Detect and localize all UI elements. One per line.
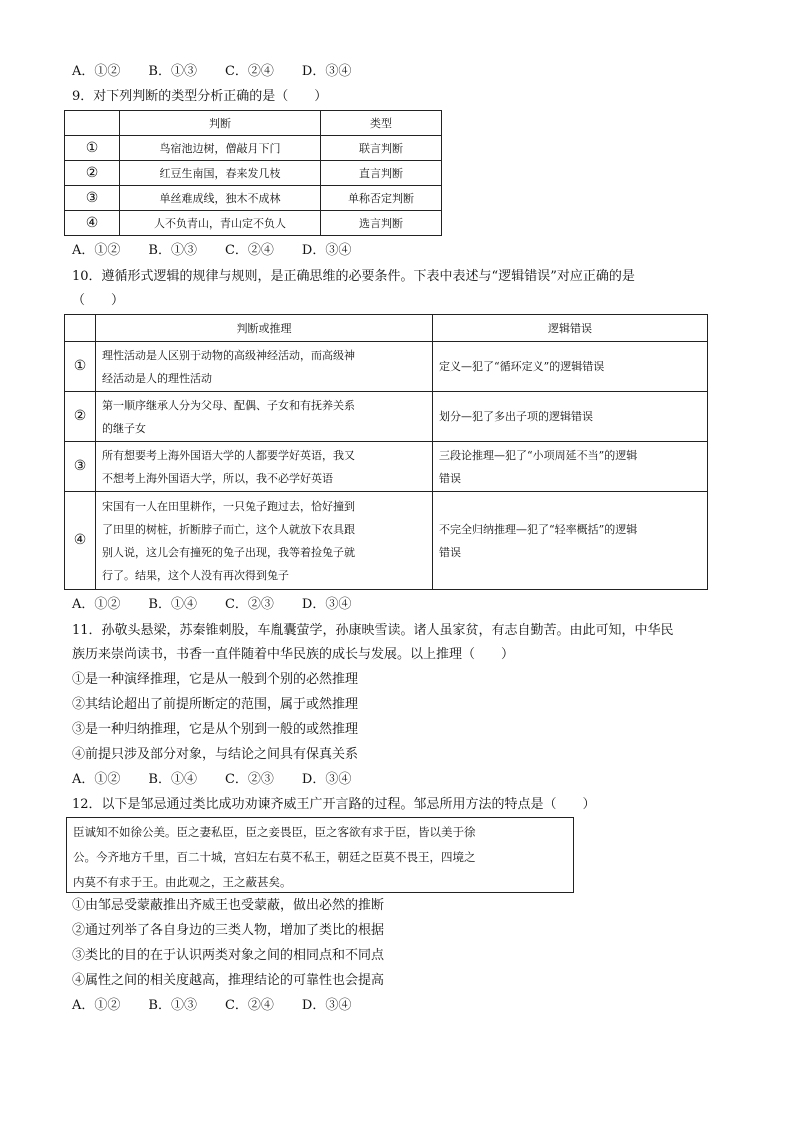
q9-option-c: C．②④ [224, 243, 274, 258]
q10-options [72, 596, 379, 614]
q9-table [64, 110, 442, 236]
q10-header-reasoning: 判断或推理 [96, 315, 433, 342]
q12-choice-4: ④属性之间的相关度越高，推理结论的可靠性也会提高 [72, 973, 385, 988]
q9-option-b: B．①③ [148, 243, 197, 258]
q8-option-b: B．①③ [148, 64, 197, 79]
q12-option-c: C．②④ [224, 998, 274, 1013]
text-line: 定义—犯了“循环定义”的逻辑错误 [439, 360, 605, 373]
quote-line: 公。今齐地方千里，百二十城，宫妇左右莫不私王，朝廷之臣莫不畏王，四境之 [73, 850, 476, 864]
q12-choice-2: ②通过列举了各自身边的三类人物，增加了类比的根据 [72, 923, 385, 938]
q9-header-judgment: 判断 [120, 111, 321, 136]
text-line: 别人说，这儿会有撞死的兔子出现，我等着捡兔子就 [102, 545, 355, 559]
row-type: 直言判断 [321, 161, 442, 186]
q11-option-a: A．①② [72, 772, 121, 787]
table-row [65, 492, 708, 590]
row-judgment: 鸟宿池边树，僧敲月下门 [120, 136, 321, 161]
q11-stem-line2: 族历来崇尚读书，书香一直伴随着中华民族的成长与发展。以上推理（ ） [72, 647, 515, 662]
q11-option-b: B．①④ [148, 772, 197, 787]
row-error [433, 392, 708, 442]
row-index: ② [65, 392, 96, 442]
text-line: 的继子女 [102, 421, 146, 435]
q11-choice-3: ③是一种归纳推理，它是从个别到一般的或然推理 [72, 722, 359, 737]
row-reasoning [96, 442, 433, 492]
text-line: 第一顺序继承人分为父母、配偶、子女和有抚养关系 [102, 398, 355, 412]
text-line: 不想考上海外国语大学，所以，我不必学好英语 [102, 471, 333, 485]
text-line: 三段论推理—犯了“小项周延不当”的逻辑 [439, 448, 638, 462]
row-error [433, 342, 708, 392]
table-row [65, 442, 708, 492]
text-line: 理性活动是人区别于动物的高级神经活动，而高级神 [102, 348, 355, 362]
q10-stem-line1: 10．遵循形式逻辑的规律与规则，是正确思维的必要条件。下表中表述与“逻辑错误”对应正确的是 [72, 269, 635, 284]
q11-stem-line1: 11．孙敬头悬梁，苏秦锥刺股，车胤囊萤学，孙康映雪读。诸人虽家贫，有志自勤苦。由此可知，中华民 [72, 623, 674, 638]
table-row [65, 211, 442, 236]
quote-line: 臣诚知不如徐公美。臣之妻私臣，臣之妾畏臣，臣之客欲有求于臣，皆以美于徐 [73, 825, 476, 839]
row-reasoning [96, 492, 433, 590]
q8-option-c: C．②④ [224, 64, 274, 79]
row-index: ① [65, 136, 120, 161]
q8-options [72, 63, 379, 81]
text-line: 宋国有一人在田里耕作，一只兔子跑过去，恰好撞到 [102, 499, 355, 513]
row-index: ④ [65, 492, 96, 590]
text-line: 行了。结果，这个人没有再次得到兔子 [102, 568, 289, 582]
row-type: 选言判断 [321, 211, 442, 236]
row-index: ④ [65, 211, 120, 236]
row-type: 联言判断 [321, 136, 442, 161]
q12-choice-1: ①由邹忌受蒙蔽推出齐威王也受蒙蔽，做出必然的推断 [72, 898, 385, 913]
q12-option-d: D．③④ [301, 998, 352, 1013]
row-error [433, 442, 708, 492]
q12-options [72, 997, 379, 1015]
row-index: ① [65, 342, 96, 392]
q10-option-c: C．②③ [224, 597, 274, 612]
q9-header-type: 类型 [321, 111, 442, 136]
table-row [65, 136, 442, 161]
row-index: ② [65, 161, 120, 186]
q9-option-a: A．①② [72, 243, 121, 258]
q10-stem-line2: （ ） [72, 293, 125, 308]
quote-line: 内莫不有求于王。由此观之，王之蔽甚矣。 [73, 875, 292, 889]
table-row [65, 342, 708, 392]
table-row [65, 392, 708, 442]
row-error [433, 492, 708, 590]
table-row [65, 161, 442, 186]
q12-choice-3: ③类比的目的在于认识两类对象之间的相同点和不同点 [72, 948, 385, 963]
q11-choice-1: ①是一种演绎推理，它是从一般到个别的必然推理 [72, 672, 359, 687]
text-line: 错误 [439, 471, 461, 485]
q9-header-index [65, 111, 120, 136]
q12-option-b: B．①③ [148, 998, 197, 1013]
q10-option-b: B．①④ [148, 597, 197, 612]
q12-quote-box [66, 817, 574, 893]
q10-header-index [65, 315, 96, 342]
q10-option-d: D．③④ [301, 597, 352, 612]
q9-options [72, 242, 379, 260]
q11-choice-4: ④前提只涉及部分对象，与结论之间具有保真关系 [72, 747, 359, 762]
q8-option-a: A．①② [72, 64, 121, 79]
text-line: 了田里的树桩，折断脖子而亡，这个人就放下农具跟 [102, 522, 355, 536]
row-judgment: 红豆生南国，春来发几枝 [120, 161, 321, 186]
row-index: ③ [65, 442, 96, 492]
q10-header-error: 逻辑错误 [433, 315, 708, 342]
text-line: 经活动是人的理性活动 [102, 371, 212, 385]
row-judgment: 人不负青山，青山定不负人 [120, 211, 321, 236]
q11-option-d: D．③④ [301, 772, 352, 787]
q12-option-a: A．①② [72, 998, 121, 1013]
q10-option-a: A．①② [72, 597, 121, 612]
table-row [65, 186, 442, 211]
q9-stem: 9．对下列判断的类型分析正确的是（ ） [72, 89, 328, 104]
text-line: 所有想要考上海外国语大学的人都要学好英语，我又 [102, 448, 355, 462]
row-reasoning [96, 342, 433, 392]
text-line: 不完全归纳推理—犯了“轻率概括”的逻辑 [439, 522, 638, 536]
row-judgment: 单丝难成线，独木不成林 [120, 186, 321, 211]
q11-choice-2: ②其结论超出了前提所断定的范围，属于或然推理 [72, 697, 359, 712]
row-reasoning [96, 392, 433, 442]
q12-stem: 12．以下是邹忌通过类比成功劝谏齐威王广开言路的过程。邹忌所用方法的特点是（ ） [72, 797, 596, 812]
row-type: 单称否定判断 [321, 186, 442, 211]
q11-option-c: C．②③ [224, 772, 274, 787]
q9-option-d: D．③④ [301, 243, 352, 258]
q10-table [64, 314, 708, 590]
q8-option-d: D．③④ [301, 64, 352, 79]
text-line: 错误 [439, 545, 461, 559]
q11-options [72, 771, 379, 789]
text-line: 划分—犯了多出子项的逻辑错误 [439, 410, 593, 423]
row-index: ③ [65, 186, 120, 211]
